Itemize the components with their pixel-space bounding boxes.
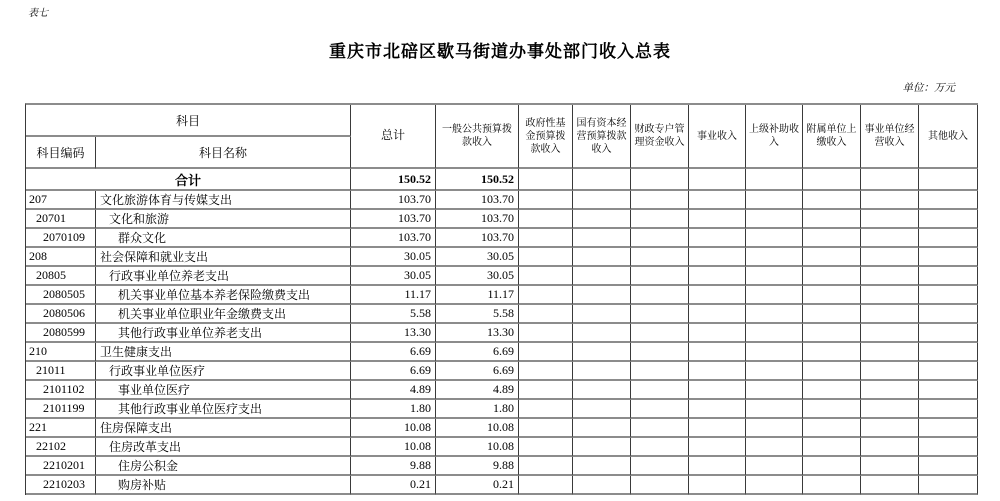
value-cell [919, 229, 978, 248]
value-cell [689, 305, 746, 324]
total-value-cell [746, 169, 803, 191]
value-cell [919, 400, 978, 419]
value-cell [746, 229, 803, 248]
total-value-cell [519, 169, 573, 191]
value-cell [573, 476, 631, 495]
header-col-1: 一般公共预算拨款收入 [436, 105, 519, 169]
value-cell [519, 438, 573, 457]
value-cell [861, 362, 919, 381]
subject-name-cell: 事业单位医疗 [96, 381, 351, 400]
value-cell [746, 191, 803, 210]
value-cell [689, 248, 746, 267]
value-cell [861, 267, 919, 286]
value-cell: 13.30 [351, 324, 436, 343]
value-cell [803, 438, 861, 457]
table-row [26, 476, 978, 495]
subject-code-cell: 22102 [26, 438, 96, 457]
subject-code-cell: 21011 [26, 362, 96, 381]
value-cell [631, 381, 689, 400]
value-cell [919, 362, 978, 381]
total-value-cell [919, 169, 978, 191]
subject-code-cell: 2210201 [26, 457, 96, 476]
value-cell: 103.70 [351, 210, 436, 229]
value-cell [689, 210, 746, 229]
value-cell [689, 267, 746, 286]
value-cell [861, 438, 919, 457]
value-cell [919, 267, 978, 286]
value-cell [573, 400, 631, 419]
value-cell [861, 229, 919, 248]
page-title: 重庆市北碚区歇马街道办事处部门收入总表 [329, 42, 671, 61]
table-row [26, 362, 978, 381]
total-value-cell [861, 169, 919, 191]
value-cell: 10.08 [436, 438, 519, 457]
value-cell [919, 476, 978, 495]
header-col-8: 事业单位经营收入 [861, 105, 919, 169]
value-cell [631, 305, 689, 324]
value-cell [631, 343, 689, 362]
subject-name-cell: 住房公积金 [96, 457, 351, 476]
value-cell [689, 229, 746, 248]
table-row [26, 286, 978, 305]
table-number-label: 表七 [28, 8, 48, 19]
header-subject: 科目 [26, 105, 351, 137]
value-cell [861, 286, 919, 305]
value-cell [631, 286, 689, 305]
value-cell: 6.69 [436, 343, 519, 362]
value-cell: 30.05 [351, 248, 436, 267]
value-cell: 11.17 [351, 286, 436, 305]
value-cell [746, 476, 803, 495]
value-cell [689, 381, 746, 400]
subject-code-cell: 2070109 [26, 229, 96, 248]
value-cell [746, 286, 803, 305]
value-cell [689, 324, 746, 343]
total-row-label: 合计 [26, 169, 351, 191]
value-cell [746, 438, 803, 457]
value-cell [631, 419, 689, 438]
table-row [26, 267, 978, 286]
value-cell [631, 476, 689, 495]
value-cell [746, 210, 803, 229]
subject-code-cell: 20701 [26, 210, 96, 229]
value-cell: 13.30 [436, 324, 519, 343]
value-cell [861, 305, 919, 324]
value-cell [519, 419, 573, 438]
value-cell: 5.58 [351, 305, 436, 324]
table-row [26, 248, 978, 267]
value-cell [861, 324, 919, 343]
value-cell [919, 419, 978, 438]
value-cell [573, 229, 631, 248]
value-cell [919, 286, 978, 305]
subject-code-cell: 2080599 [26, 324, 96, 343]
table-row [26, 400, 978, 419]
subject-code-cell: 207 [26, 191, 96, 210]
value-cell [919, 191, 978, 210]
value-cell [803, 362, 861, 381]
header-col-3: 国有资本经营预算拨款收入 [573, 105, 631, 169]
value-cell [573, 438, 631, 457]
table-row [26, 210, 978, 229]
header-col-9: 其他收入 [919, 105, 978, 169]
value-cell [861, 476, 919, 495]
value-cell [573, 267, 631, 286]
value-cell [746, 324, 803, 343]
value-cell [631, 267, 689, 286]
value-cell [573, 362, 631, 381]
value-cell [746, 457, 803, 476]
value-cell [861, 419, 919, 438]
value-cell [631, 210, 689, 229]
value-cell: 10.08 [351, 419, 436, 438]
table-row [26, 191, 978, 210]
value-cell [803, 267, 861, 286]
value-cell [689, 419, 746, 438]
subject-name-cell: 群众文化 [96, 229, 351, 248]
value-cell [573, 343, 631, 362]
value-cell [631, 400, 689, 419]
value-cell [689, 191, 746, 210]
value-cell: 9.88 [436, 457, 519, 476]
value-cell [803, 457, 861, 476]
table-row [26, 457, 978, 476]
value-cell [861, 248, 919, 267]
subject-code-cell: 208 [26, 248, 96, 267]
value-cell [919, 248, 978, 267]
subject-name-cell: 机关事业单位基本养老保险缴费支出 [96, 286, 351, 305]
value-cell [919, 438, 978, 457]
table-row [26, 343, 978, 362]
value-cell [746, 343, 803, 362]
value-cell [919, 324, 978, 343]
value-cell [861, 343, 919, 362]
value-cell [861, 210, 919, 229]
unit-note: 单位：万元 [902, 83, 955, 94]
total-value-cell [573, 169, 631, 191]
value-cell: 30.05 [436, 248, 519, 267]
value-cell [803, 476, 861, 495]
subject-name-cell: 住房保障支出 [96, 419, 351, 438]
value-cell [573, 305, 631, 324]
value-cell [519, 400, 573, 419]
value-cell [519, 476, 573, 495]
value-cell: 30.05 [351, 267, 436, 286]
value-cell [746, 362, 803, 381]
value-cell [746, 305, 803, 324]
table-row [26, 419, 978, 438]
value-cell [803, 400, 861, 419]
subject-name-cell: 购房补贴 [96, 476, 351, 495]
value-cell: 103.70 [436, 191, 519, 210]
value-cell [519, 248, 573, 267]
value-cell [689, 286, 746, 305]
value-cell: 11.17 [436, 286, 519, 305]
table-row [26, 229, 978, 248]
value-cell [573, 457, 631, 476]
value-cell [689, 476, 746, 495]
value-cell [803, 286, 861, 305]
value-cell [519, 267, 573, 286]
total-value-cell [689, 169, 746, 191]
value-cell: 30.05 [436, 267, 519, 286]
value-cell [631, 229, 689, 248]
value-cell [746, 400, 803, 419]
value-cell [689, 343, 746, 362]
value-cell [803, 324, 861, 343]
subject-code-cell: 20805 [26, 267, 96, 286]
value-cell [689, 438, 746, 457]
subject-code-cell: 2210203 [26, 476, 96, 495]
value-cell: 6.69 [436, 362, 519, 381]
value-cell: 1.80 [436, 400, 519, 419]
value-cell [631, 248, 689, 267]
value-cell [689, 457, 746, 476]
value-cell [573, 248, 631, 267]
subject-name-cell: 其他行政事业单位养老支出 [96, 324, 351, 343]
value-cell: 103.70 [351, 191, 436, 210]
value-cell: 0.21 [351, 476, 436, 495]
subject-code-cell: 2080505 [26, 286, 96, 305]
table-row [26, 381, 978, 400]
value-cell [803, 419, 861, 438]
value-cell [861, 381, 919, 400]
subject-code-cell: 221 [26, 419, 96, 438]
subject-name-cell: 文化旅游体育与传媒支出 [96, 191, 351, 210]
total-value-cell [803, 169, 861, 191]
value-cell [746, 381, 803, 400]
value-cell [519, 286, 573, 305]
value-cell [631, 191, 689, 210]
header-col-2: 政府性基金预算拨款收入 [519, 105, 573, 169]
value-cell: 5.58 [436, 305, 519, 324]
subject-code-cell: 210 [26, 343, 96, 362]
value-cell [573, 381, 631, 400]
income-table [25, 103, 978, 495]
value-cell [861, 400, 919, 419]
value-cell [631, 438, 689, 457]
value-cell: 9.88 [351, 457, 436, 476]
header-col-6: 上级补助收入 [746, 105, 803, 169]
value-cell [919, 305, 978, 324]
value-cell [573, 191, 631, 210]
value-cell [519, 210, 573, 229]
header-col-7: 附属单位上缴收入 [803, 105, 861, 169]
table-row [26, 305, 978, 324]
total-row [26, 169, 978, 191]
value-cell: 0.21 [436, 476, 519, 495]
value-cell: 6.69 [351, 362, 436, 381]
table-header [26, 105, 978, 169]
header-subject-name: 科目名称 [96, 137, 351, 169]
value-cell [519, 381, 573, 400]
table-row [26, 324, 978, 343]
subject-name-cell: 行政事业单位医疗 [96, 362, 351, 381]
value-cell: 10.08 [351, 438, 436, 457]
value-cell [919, 343, 978, 362]
header-col-5: 事业收入 [689, 105, 746, 169]
header-row-1 [26, 105, 978, 137]
value-cell [919, 457, 978, 476]
subject-code-cell: 2080506 [26, 305, 96, 324]
value-cell [746, 419, 803, 438]
table-row [26, 438, 978, 457]
total-value-cell [631, 169, 689, 191]
value-cell: 1.80 [351, 400, 436, 419]
header-subject-code: 科目编码 [26, 137, 96, 169]
value-cell: 10.08 [436, 419, 519, 438]
table-body [26, 169, 978, 495]
subject-name-cell: 其他行政事业单位医疗支出 [96, 400, 351, 419]
value-cell [519, 191, 573, 210]
total-value-cell: 150.52 [351, 169, 436, 191]
subject-name-cell: 社会保障和就业支出 [96, 248, 351, 267]
value-cell [803, 229, 861, 248]
value-cell [919, 381, 978, 400]
value-cell [573, 419, 631, 438]
value-cell [919, 210, 978, 229]
value-cell [573, 210, 631, 229]
subject-name-cell: 机关事业单位职业年金缴费支出 [96, 305, 351, 324]
value-cell [519, 305, 573, 324]
subject-code-cell: 2101199 [26, 400, 96, 419]
value-cell [631, 362, 689, 381]
value-cell [519, 324, 573, 343]
value-cell: 4.89 [436, 381, 519, 400]
value-cell [519, 229, 573, 248]
value-cell [803, 381, 861, 400]
subject-name-cell: 住房改革支出 [96, 438, 351, 457]
value-cell: 4.89 [351, 381, 436, 400]
value-cell [746, 248, 803, 267]
value-cell [573, 286, 631, 305]
value-cell: 103.70 [436, 210, 519, 229]
value-cell [803, 248, 861, 267]
value-cell [631, 457, 689, 476]
value-cell [519, 343, 573, 362]
value-cell [689, 362, 746, 381]
value-cell [631, 324, 689, 343]
value-cell [519, 457, 573, 476]
value-cell [519, 362, 573, 381]
value-cell [803, 210, 861, 229]
value-cell [689, 400, 746, 419]
subject-name-cell: 文化和旅游 [96, 210, 351, 229]
total-value-cell: 150.52 [436, 169, 519, 191]
subject-code-cell: 2101102 [26, 381, 96, 400]
value-cell [573, 324, 631, 343]
value-cell: 6.69 [351, 343, 436, 362]
subject-name-cell: 行政事业单位养老支出 [96, 267, 351, 286]
value-cell: 103.70 [351, 229, 436, 248]
value-cell [746, 267, 803, 286]
value-cell: 103.70 [436, 229, 519, 248]
header-col-0: 总计 [351, 105, 436, 169]
header-col-4: 财政专户管理资金收入 [631, 105, 689, 169]
value-cell [803, 343, 861, 362]
subject-name-cell: 卫生健康支出 [96, 343, 351, 362]
value-cell [803, 191, 861, 210]
value-cell [803, 305, 861, 324]
value-cell [861, 457, 919, 476]
value-cell [861, 191, 919, 210]
